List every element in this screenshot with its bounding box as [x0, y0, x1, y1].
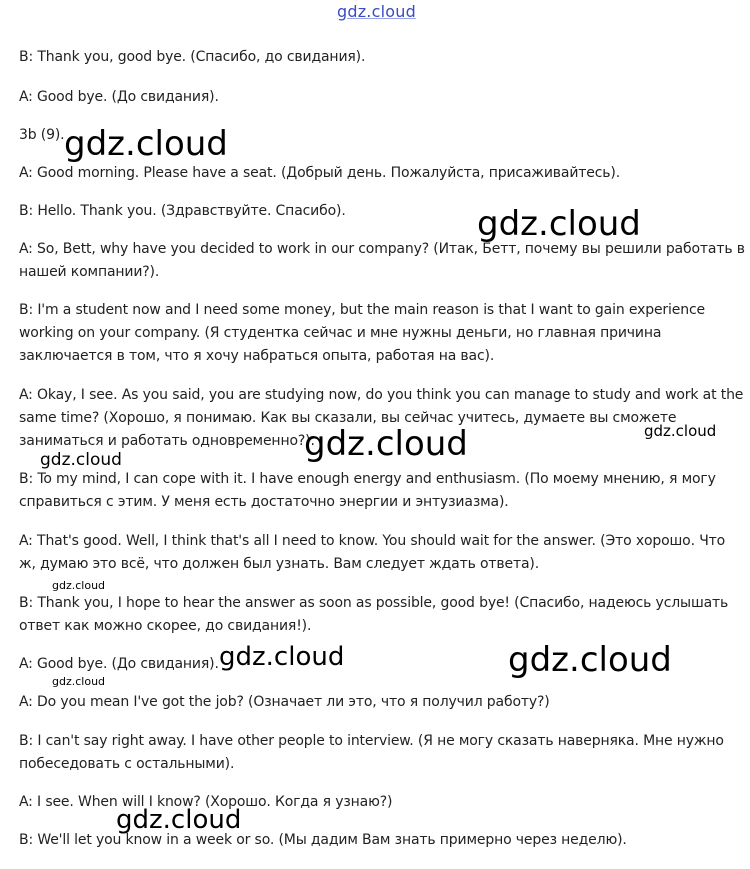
dialogue-line-7a: A: Okay, I see. As you said, you are studying now, do you think you can manage to study and work at the [19, 387, 744, 403]
dialogue-line-8b: справиться с этим. У меня есть достаточно энергии и энтузиазма). [19, 494, 509, 510]
dialogue-line-13b: побеседовать с остальными). [19, 756, 235, 772]
watermark-small-2: gdz.cloud [40, 450, 122, 470]
dialogue-line-7c: заниматься и работать одновременно?). [19, 433, 315, 449]
watermark-top: gdz.cloud [337, 2, 416, 21]
dialogue-line-2: A: Good bye. (До свидания). [19, 89, 219, 105]
dialogue-line-6c: заключается в том, что я хочу набраться опыта, работая на вас). [19, 348, 495, 364]
exercise-label: 3b (9). [19, 127, 65, 143]
watermark-large-1: gdz.cloud [64, 124, 228, 164]
watermark-large-4: gdz.cloud [508, 640, 672, 680]
dialogue-line-13a: B: I can't say right away. I have other people to interview. (Я не могу сказать наверняка. Мне нужно [19, 733, 724, 749]
dialogue-line-4: B: Hello. Thank you. (Здравствуйте. Спасибо). [19, 203, 346, 219]
dialogue-line-8a: B: To my mind, I can cope with it. I have enough energy and enthusiasm. (По моему мнению, я могу [19, 471, 716, 487]
watermark-tiny-1: gdz.cloud [52, 579, 106, 592]
watermark-medium-2: gdz.cloud [116, 805, 242, 835]
dialogue-line-9b: ж, думаю это всё, что должен был узнать. Вам следует ждать ответа). [19, 556, 540, 572]
dialogue-line-12: A: Do you mean I've got the job? (Означает ли это, что я получил работу?) [19, 694, 550, 710]
watermark-small-1: gdz.cloud [644, 422, 717, 440]
dialogue-line-10a: B: Thank you, I hope to hear the answer as soon as possible, good bye! (Спасибо, надеюсь услышать [19, 595, 729, 611]
watermark-medium-1: gdz.cloud [219, 642, 345, 672]
watermark-large-3: gdz.cloud [304, 424, 468, 464]
dialogue-line-15: B: We'll let you know in a week or so. (Мы дадим Вам знать примерно через неделю). [19, 832, 627, 848]
dialogue-line-7b: same time? (Хорошо, я понимаю. Как вы сказали, вы сейчас учитесь, думаете вы сможете [19, 410, 677, 426]
watermark-large-2: gdz.cloud [477, 204, 641, 244]
dialogue-line-9a: A: That's good. Well, I think that's all I need to know. You should wait for the answer. (Это хорошо. Что [19, 533, 726, 549]
dialogue-line-6a: B: I'm a student now and I need some money, but the main reason is that I want to gain experience [19, 302, 705, 318]
dialogue-line-1: B: Thank you, good bye. (Спасибо, до свидания). [19, 49, 366, 65]
dialogue-line-11: A: Good bye. (До свидания). [19, 656, 219, 672]
dialogue-line-5a: A: So, Bett, why have you decided to work in our company? (Итак, Бетт, почему вы решили работать в [19, 241, 745, 257]
watermark-tiny-2: gdz.cloud [52, 675, 106, 688]
dialogue-line-6b: working on your company. (Я студентка сейчас и мне нужны деньги, но главная причина [19, 325, 662, 341]
dialogue-line-5b: нашей компании?). [19, 264, 160, 280]
dialogue-line-10b: ответ как можно скорее, до свидания!). [19, 618, 312, 634]
dialogue-line-14: A: I see. When will I know? (Хорошо. Когда я узнаю?) [19, 794, 393, 810]
dialogue-line-3: A: Good morning. Please have a seat. (Добрый день. Пожалуйста, присаживайтесь). [19, 165, 621, 181]
